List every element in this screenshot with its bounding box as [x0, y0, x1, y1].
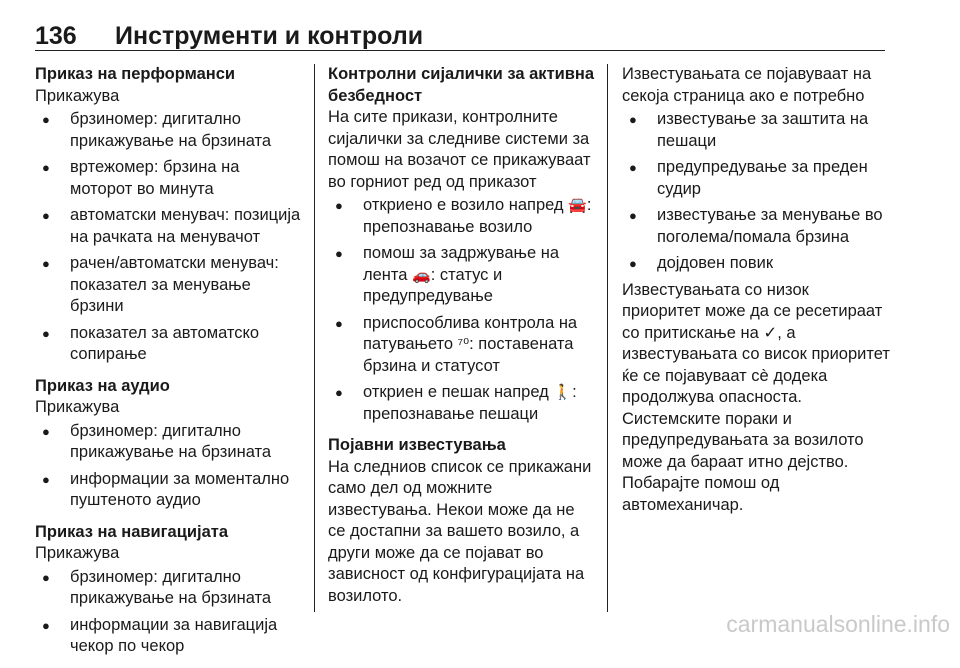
list-item: ● откриен е пешак напред 🚶: препознавање пешаци — [328, 382, 596, 425]
list-item: ● рачен/автоматски менувач: показател за менување брзини — [35, 253, 305, 318]
column-2 — [328, 64, 596, 617]
vehicle-ahead-icon: 🚘 — [568, 197, 587, 214]
chapter-title: Инструменти и контроли — [115, 22, 424, 50]
navigation-list — [35, 567, 305, 658]
safety-list — [328, 195, 596, 425]
list-item: ● откриено е возило напред 🚘: препознавање возило — [328, 195, 596, 238]
page-number: 136 — [35, 22, 77, 50]
list-item: ● брзиномер: дигитално прикажување на брзината — [35, 109, 305, 152]
popup-text: На следниов список се прикажани само дел од можните известувања. Некои може да не се достапни за вашето возило, а други може да се појават во зависност од конфигурацијата на возилото. — [328, 457, 592, 605]
lane-keep-icon: 🚗 — [412, 266, 431, 284]
column-divider-1 — [314, 64, 315, 612]
list-item: ● дојдовен повик — [622, 253, 890, 275]
notifications-list — [622, 109, 890, 275]
navigation-section — [35, 522, 305, 658]
list-item: ● брзиномер: дигитално прикажување на брзината — [35, 567, 305, 610]
list-item: ● информации за моментално пуштеното аудио — [35, 469, 305, 512]
audio-heading: Приказ на аудио — [35, 376, 170, 395]
list-item: ● показател за автоматско сопирање — [35, 323, 305, 366]
audio-intro: Прикажува — [35, 398, 120, 416]
safety-section — [328, 64, 596, 425]
pedestrian-icon: 🚶 — [553, 384, 573, 401]
list-item: ● приспособлива контрола на патувањето ⁷⁰: поставената брзина и статусот — [328, 313, 596, 378]
popup-heading: Појавни известувања — [328, 436, 506, 454]
performance-list — [35, 109, 305, 366]
list-item: ● известување за заштита на пешаци — [622, 109, 890, 152]
navigation-intro: Прикажува — [35, 544, 120, 562]
watermark: carmanualsonline.info — [726, 611, 950, 637]
list-item: ● информации за навигација чекор по чекор — [35, 615, 305, 658]
list-item: ● известување за менување во поголема/помала брзина — [622, 205, 890, 248]
safety-intro: На сите прикази, контролните сијалички за следниве системи за помош на возачот се прикажуваат во горниот ред од приказот — [328, 108, 591, 191]
list-item: ● брзиномер: дигитално прикажување на брзината — [35, 421, 305, 464]
performance-intro: Прикажува — [35, 86, 120, 105]
column-1 — [35, 64, 305, 668]
navigation-heading: Приказ на навигацијата — [35, 522, 229, 541]
list-item: ● автоматски менувач: позиција на рачката на менувачот — [35, 205, 305, 248]
performance-heading: Приказ на перформанси — [35, 65, 236, 83]
audio-list — [35, 421, 305, 512]
notifications-intro: Известувањата се појавуваат на секоја страница ако е потребно — [622, 65, 872, 105]
column-3 — [622, 64, 890, 516]
column-divider-2 — [607, 64, 608, 612]
list-item: ● вртежомер: брзина на моторот во минута — [35, 157, 305, 200]
safety-heading: Контролни сијалички за активна безбедност — [328, 65, 595, 105]
audio-section — [35, 376, 305, 512]
priority-paragraph: Известувањата со низок приоритет може да се ресетираат со притискање на ✓, а известувањата со висок приоритет ќе се појавуваат сè додека продолжува опасноста. Системските пораки и предупредувањата за возилото може да бараат итно дејство. Побарајте помош од автомеханичар. — [622, 280, 890, 514]
header-divider — [35, 50, 885, 51]
popup-section — [328, 435, 596, 607]
list-item: ● помош за задржување на лента 🚗: статус и предупредување — [328, 243, 596, 308]
check-icon: ✓ — [763, 323, 778, 342]
performance-section — [35, 64, 305, 366]
list-item: ● предупредување за преден судир — [622, 157, 890, 200]
cruise-control-icon: ⁷⁰ — [457, 336, 470, 353]
